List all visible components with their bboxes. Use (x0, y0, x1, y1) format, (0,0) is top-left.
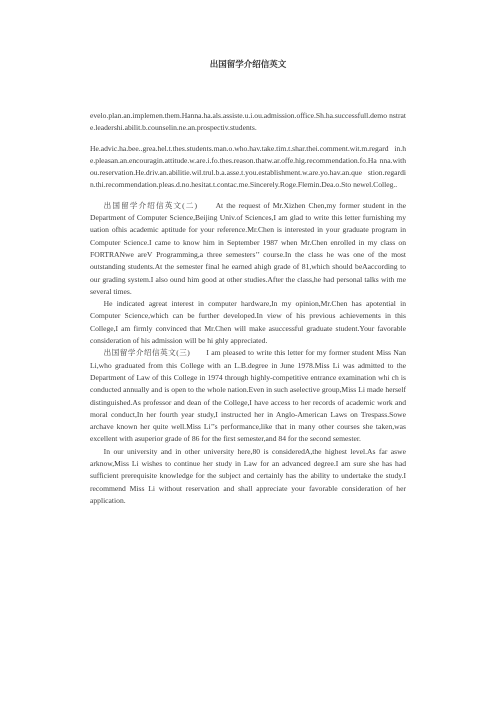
paragraph-5: 出国留学介绍信英文(三) I am pleased to write this letter for my former student Miss Nan Li,who graduated from this College with an L.B.degree in June 1978.Miss Li was admitted to the Department of Law of this College in 1974 through highly-competitive entrance examination whi ch is conducted annually and is open to the whole nation.Even in such aselective group,Miss Li made herself distinguished.As professor and dean of the College,I have access to her records of academic work and moral conduct,In her fourth year study,I instructed her in Anglo-American Laws on Trespass.Sowe archave known her quite well.Miss Li’’s performance,like that in many other courses she taken,was excellent with asuperior grade of 86 for the first semester,and 84 for the second semester. (90, 348, 406, 444)
paragraph-4: He indicated agreat interest in computer hardware,In my opinion,Mr.Chen has apotential in Computer Science,which can be further developed.In view of his previous achievements in this College,I am firmly convinced that Mr.Chen will make asuccessful graduate student.Your favorable consideration of his admission will be hi ghly appreciated. (90, 299, 406, 346)
document-body (90, 110, 406, 507)
document-title: 出国留学介绍信英文 (209, 60, 287, 70)
paragraph-6: In our university and in other university here,80 is consideredA,the highest level.As far aswe arknow,Miss Li wishes to continue her study in Law for an advanced degree.I am sure she has had sufficient prerequisite knowledge for the subject and certainly has the ability to undertake the study.I recommend Miss Li without reservation and shall appreciate your favorable consideration of her application. (90, 446, 406, 505)
paragraph-3: 出国留学介绍信英文(二) At the request of Mr.Xizhen Chen,my former student in the Department of Computer Science,Beijing Univ.of Sciences,I am glad to write this letter furnishing my uation ofhis academic aptitude for your reference.Mr.Chen is interested in your graduate program in Computer Science.I came to know him in September 1987 when Mr.Chen enrolled in my class on FORTRANwe areV Programming,a three semesters’’ course.In the class he was one of the most outstanding students.At the semester final he earned ahigh grade of 81,which should beAaccording to our grading system.I also ound him good at other studies.After the class,he had personal talks with me several times. (90, 200, 406, 296)
paragraph-1: evelo.plan.an.implemen.them.Hanna.ha.als.assiste.u.i.ou.admission.office.Sh.ha.successfull.demo nstrate.leadershi.abilit.b.counselin.ne.an.prospectiv.students. (90, 111, 406, 133)
paragraph-2: He.advic.ha.bee..grea.hel.t.thes.students.man.o.who.hav.take.tim.t.shar.thei.comment.wit.m.regard in.he.pleasan.an.encouragin.attitude.w.are.i.fo.thes.reason.thatw.ar.offe.hig.recommendation.fo.Ha nna.withou.reservation.He.driv.an.abilitie.wil.trul.b.a.asse.t.you.establishment.w.are.yo.hav.an.que stion.regardin.thi.recommendation.pleas.d.no.hesitat.t.contac.me.Sincerely.Roge.Flemin.Dea.o.Sto newel.Colleg.. (90, 143, 406, 190)
